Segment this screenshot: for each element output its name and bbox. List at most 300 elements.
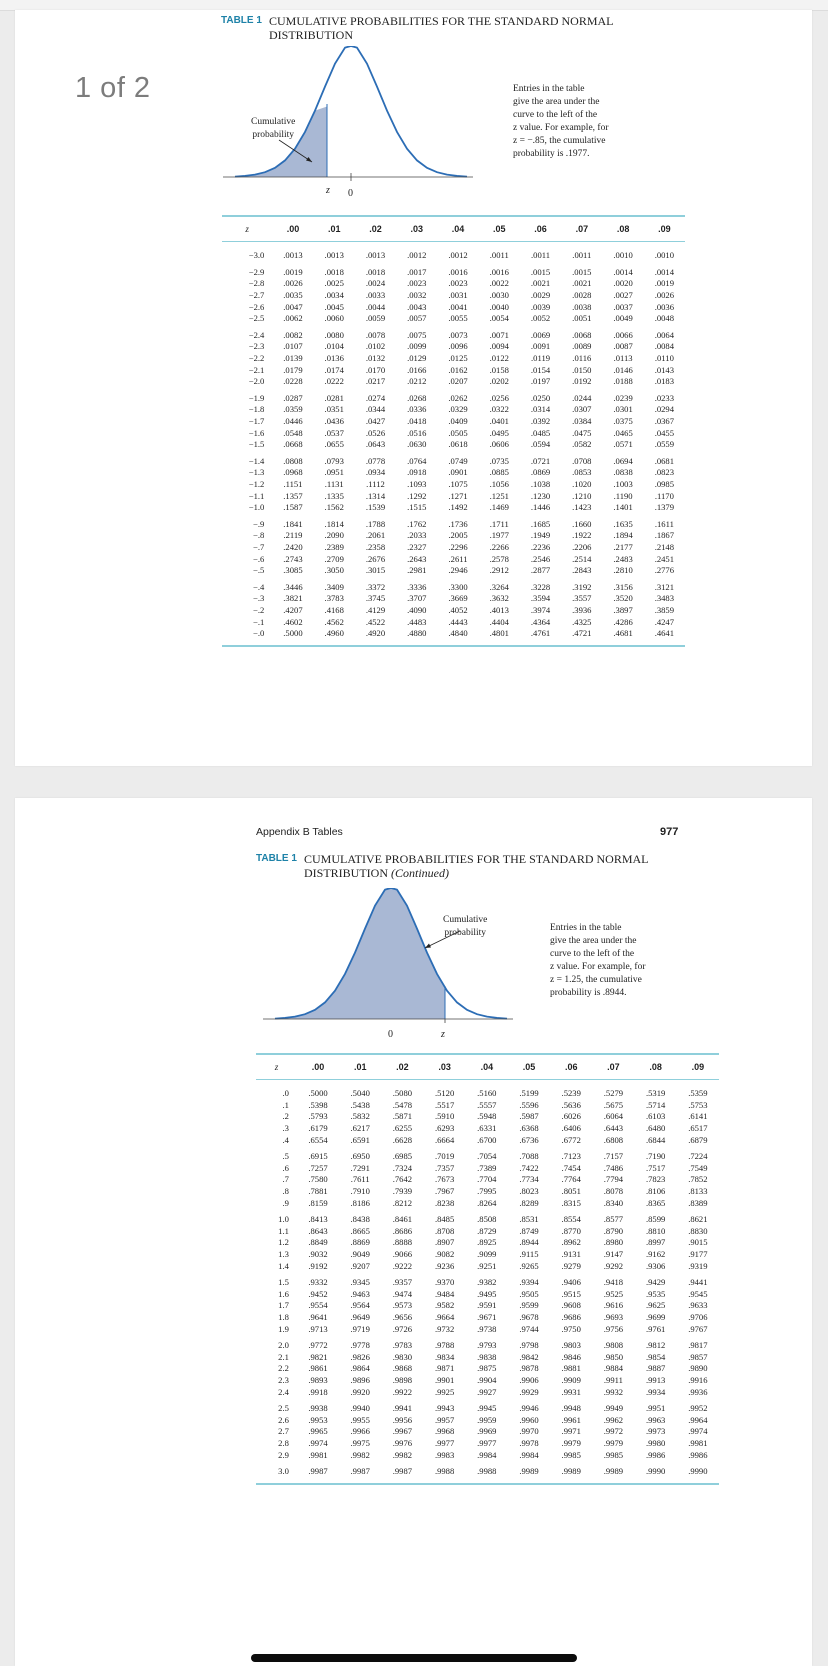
probability-cell: .0233 — [654, 392, 675, 403]
probability-cell: .2420 — [283, 541, 303, 552]
probability-cell: .0427 — [365, 416, 386, 427]
probability-cell: .1020 — [572, 478, 592, 489]
z-value-cell: 1.3 — [278, 1249, 289, 1260]
probability-cell: .9147 — [603, 1249, 624, 1260]
probability-cell: .0014 — [654, 266, 675, 277]
probability-cell: .0082 — [283, 329, 303, 340]
probability-cell: .9871 — [434, 1363, 455, 1374]
probability-cell: .1230 — [530, 490, 551, 501]
probability-cell: .3707 — [407, 593, 427, 604]
probability-cell: .5675 — [603, 1099, 624, 1110]
z-column-header: z — [256, 1054, 297, 1080]
probability-cell: .6915 — [308, 1151, 328, 1162]
table-title-line-1: CUMULATIVE PROBABILITIES FOR THE STANDARD NORMAL — [304, 852, 649, 866]
column-header: .05 — [508, 1054, 550, 1080]
probability-cell: .9983 — [434, 1449, 455, 1460]
z-value-cell: 2.6 — [278, 1414, 289, 1425]
probability-cell: .8810 — [645, 1225, 666, 1236]
probability-cell: .1056 — [489, 478, 509, 489]
probability-cell: .3264 — [489, 581, 509, 592]
table-row — [256, 1151, 719, 1163]
probability-cell: .1446 — [530, 502, 551, 513]
probability-cell: .9976 — [392, 1437, 413, 1448]
probability-cell: .0039 — [530, 301, 551, 312]
probability-cell: .0192 — [572, 376, 592, 387]
probability-cell: .7794 — [603, 1174, 624, 1185]
probability-cell: .9505 — [519, 1288, 539, 1299]
z-value-cell: −2.5 — [248, 313, 265, 324]
probability-cell: .9893 — [308, 1374, 328, 1385]
column-header: .07 — [592, 1054, 634, 1080]
probability-cell: .1210 — [572, 490, 592, 501]
probability-cell: .9965 — [308, 1426, 328, 1437]
probability-cell: .3121 — [654, 581, 675, 592]
probability-cell: .9857 — [688, 1351, 708, 1362]
probability-cell: .9977 — [434, 1437, 455, 1448]
probability-cell: .0038 — [572, 301, 592, 312]
probability-cell: .7224 — [688, 1151, 708, 1162]
probability-cell: .0013 — [365, 250, 386, 261]
probability-cell: .9664 — [434, 1311, 455, 1322]
probability-cell: .0132 — [365, 353, 386, 364]
probability-cell: .8365 — [645, 1197, 666, 1208]
probability-cell: .0051 — [572, 313, 592, 324]
probability-cell: .3015 — [365, 565, 386, 576]
probability-cell: .9834 — [434, 1351, 455, 1362]
table-row — [256, 1163, 719, 1175]
probability-cell: .2709 — [324, 553, 344, 564]
probability-cell: .8749 — [519, 1225, 539, 1236]
probability-cell: .6217 — [350, 1123, 370, 1134]
probability-cell: .8485 — [434, 1214, 455, 1225]
probability-cell: .5596 — [519, 1099, 539, 1110]
probability-cell: .0582 — [572, 439, 592, 450]
z-value-cell: 2.9 — [278, 1449, 289, 1460]
probability-cell: .5517 — [434, 1099, 455, 1110]
probability-cell: .1562 — [324, 502, 344, 513]
probability-cell: .0446 — [283, 416, 303, 427]
probability-cell: .9452 — [308, 1288, 328, 1299]
probability-cell: .3745 — [365, 593, 386, 604]
z-value-cell: 1.7 — [278, 1300, 289, 1311]
table-row — [256, 1174, 719, 1186]
probability-cell: .9394 — [519, 1277, 539, 1288]
probability-cell: .9821 — [308, 1351, 328, 1362]
column-header: .02 — [381, 1054, 423, 1080]
table-row — [222, 542, 685, 554]
probability-cell: .1271 — [448, 490, 468, 501]
document-page-2 — [15, 798, 812, 1666]
probability-cell: .9049 — [350, 1249, 370, 1260]
probability-cell: .3897 — [613, 604, 633, 615]
probability-cell: .8962 — [561, 1237, 581, 1248]
probability-cell: .3192 — [572, 581, 592, 592]
probability-cell: .4920 — [365, 628, 386, 639]
probability-cell: .0197 — [530, 376, 551, 387]
probability-cell: .8790 — [603, 1225, 624, 1236]
probability-cell: .0384 — [572, 416, 592, 427]
column-header: .03 — [424, 1054, 466, 1080]
probability-cell: .8729 — [477, 1225, 497, 1236]
table-row — [256, 1466, 719, 1478]
table-row — [222, 467, 685, 479]
probability-cell: .9982 — [392, 1449, 413, 1460]
probability-cell: .4960 — [324, 628, 344, 639]
table-row — [222, 313, 685, 325]
probability-cell: .7517 — [645, 1162, 666, 1173]
probability-cell: .0409 — [448, 416, 468, 427]
probability-cell: .0099 — [407, 341, 427, 352]
probability-cell: .8925 — [477, 1237, 497, 1248]
probability-cell: .9719 — [350, 1323, 370, 1334]
probability-cell: .0606 — [489, 439, 509, 450]
probability-cell: .9945 — [477, 1403, 497, 1414]
table-bottom-rule — [222, 639, 685, 646]
probability-cell: .0073 — [448, 329, 468, 340]
probability-cell: .0681 — [654, 455, 675, 466]
probability-cell: .0055 — [448, 313, 468, 324]
z-value-cell: 2.1 — [278, 1351, 289, 1362]
z-value-cell: −1.7 — [248, 416, 265, 427]
probability-cell: .9974 — [308, 1437, 328, 1448]
probability-cell: .0655 — [324, 439, 344, 450]
probability-cell: .9989 — [519, 1466, 539, 1477]
probability-cell: .9744 — [519, 1323, 539, 1334]
probability-cell: .0026 — [283, 278, 303, 289]
probability-cell: .0537 — [324, 427, 344, 438]
z-value-cell: 1.2 — [278, 1237, 289, 1248]
probability-cell: .9934 — [645, 1386, 666, 1397]
probability-cell: .9979 — [603, 1437, 624, 1448]
probability-cell: .5793 — [308, 1111, 328, 1122]
probability-cell: .9357 — [392, 1277, 413, 1288]
probability-cell: .1112 — [366, 478, 385, 489]
probability-cell: .8413 — [308, 1214, 328, 1225]
probability-cell: .9979 — [561, 1437, 581, 1448]
probability-cell: .0080 — [324, 329, 344, 340]
probability-cell: .1867 — [654, 530, 675, 541]
probability-cell: .9693 — [603, 1311, 624, 1322]
probability-cell: .1841 — [283, 518, 303, 529]
probability-cell: .0217 — [365, 376, 386, 387]
probability-cell: .0301 — [613, 404, 633, 415]
probability-cell: .5438 — [350, 1099, 370, 1110]
probability-cell: .9981 — [308, 1449, 328, 1460]
probability-cell: .0033 — [365, 290, 386, 301]
table-row — [256, 1123, 719, 1135]
probability-cell: .0495 — [489, 427, 509, 438]
probability-cell: .9803 — [561, 1340, 581, 1351]
probability-cell: .8186 — [350, 1197, 370, 1208]
probability-cell: .4522 — [365, 616, 386, 627]
probability-cell: .9966 — [350, 1426, 370, 1437]
probability-cell: .0010 — [654, 250, 675, 261]
probability-cell: .9884 — [603, 1363, 624, 1374]
probability-cell: .0119 — [531, 353, 551, 364]
probability-cell: .9564 — [350, 1300, 370, 1311]
probability-cell: .9812 — [645, 1340, 666, 1351]
z-value-cell: −2.2 — [248, 353, 265, 364]
probability-cell: .9591 — [477, 1300, 497, 1311]
probability-cell: .9973 — [645, 1426, 666, 1437]
probability-cell: .0485 — [530, 427, 551, 438]
probability-cell: .0012 — [407, 250, 427, 261]
probability-cell: .0024 — [365, 278, 386, 289]
probability-cell: .9850 — [603, 1351, 624, 1362]
probability-cell: .0116 — [572, 353, 592, 364]
probability-cell: .0375 — [613, 416, 633, 427]
probability-cell: .9750 — [561, 1323, 581, 1334]
probability-cell: .9981 — [688, 1437, 708, 1448]
probability-cell: .0047 — [283, 301, 303, 312]
probability-cell: .1292 — [407, 490, 427, 501]
probability-cell: .9515 — [561, 1288, 581, 1299]
probability-cell: .2061 — [365, 530, 386, 541]
probability-cell: .0069 — [530, 329, 551, 340]
probability-cell: .2451 — [654, 553, 675, 564]
probability-cell: .8133 — [688, 1186, 708, 1197]
z-value-cell: .4 — [282, 1134, 289, 1145]
probability-cell: .6103 — [645, 1111, 666, 1122]
probability-cell: .3409 — [324, 581, 344, 592]
table-row — [256, 1289, 719, 1301]
probability-cell: .5871 — [392, 1111, 413, 1122]
probability-cell: .9115 — [519, 1249, 539, 1260]
probability-cell: .0011 — [572, 250, 592, 261]
probability-cell: .9222 — [392, 1260, 413, 1271]
probability-cell: .8461 — [392, 1214, 413, 1225]
table-row — [256, 1375, 719, 1387]
probability-cell: .1251 — [489, 490, 509, 501]
column-header: .01 — [314, 216, 355, 242]
probability-cell: .6064 — [603, 1111, 624, 1122]
probability-cell: .5319 — [645, 1088, 666, 1099]
probability-cell: .0212 — [407, 376, 427, 387]
probability-cell: .0465 — [613, 427, 633, 438]
probability-cell: .0030 — [489, 290, 509, 301]
table-header-row — [222, 216, 685, 242]
probability-cell: .0239 — [613, 392, 633, 403]
probability-cell: .2611 — [448, 553, 468, 564]
probability-cell: .0016 — [489, 266, 509, 277]
probability-cell: .9783 — [392, 1340, 413, 1351]
probability-cell: .8106 — [645, 1186, 666, 1197]
table-title — [269, 14, 614, 42]
z-value-cell: .3 — [282, 1123, 289, 1134]
probability-cell: .0287 — [283, 392, 303, 403]
z-value-cell: −.6 — [253, 553, 265, 564]
table-row — [256, 1226, 719, 1238]
probability-cell: .9881 — [561, 1363, 581, 1374]
probability-cell: .2266 — [489, 541, 509, 552]
probability-cell: .0021 — [572, 278, 592, 289]
table-note: Entries in the table give the area under the curve to the left of the z value. For example, for z = −.85, the cumulative probability is .1977. — [513, 84, 609, 159]
probability-cell: .9066 — [392, 1249, 413, 1260]
probability-cell: .6985 — [392, 1151, 413, 1162]
probability-cell: .0010 — [613, 250, 633, 261]
probability-cell: .7257 — [308, 1162, 328, 1173]
z-value-cell: 2.0 — [278, 1340, 289, 1351]
probability-cell: .9616 — [603, 1300, 624, 1311]
probability-cell: .9251 — [477, 1260, 497, 1271]
probability-cell: .0749 — [448, 455, 468, 466]
probability-cell: .9854 — [645, 1351, 666, 1362]
probability-cell: .0029 — [530, 290, 551, 301]
probability-cell: .8438 — [350, 1214, 370, 1225]
probability-cell: .9948 — [561, 1403, 581, 1414]
column-header: .09 — [644, 216, 685, 242]
probability-cell: .9963 — [645, 1414, 666, 1425]
probability-cell: .7454 — [561, 1162, 581, 1173]
probability-cell: .0150 — [572, 364, 592, 375]
probability-cell: .0594 — [530, 439, 551, 450]
probability-cell: .7734 — [519, 1174, 539, 1185]
probability-cell: .9957 — [434, 1414, 455, 1425]
probability-cell: .8389 — [688, 1197, 708, 1208]
table-row — [222, 565, 685, 577]
probability-cell: .2743 — [283, 553, 303, 564]
probability-cell: .7967 — [434, 1186, 455, 1197]
probability-cell: .4761 — [530, 628, 551, 639]
table-note: Entries in the table give the area under the curve to the left of the z value. For example, for z = 1.25, the cumulative probability is .8944. — [550, 923, 646, 998]
probability-cell: .2005 — [448, 530, 468, 541]
probability-cell: .6331 — [477, 1123, 497, 1134]
probability-cell: .0015 — [572, 266, 592, 277]
probability-cell: .1492 — [448, 502, 468, 513]
probability-cell: .7642 — [392, 1174, 413, 1185]
probability-cell: .0026 — [654, 290, 675, 301]
probability-cell: .9968 — [434, 1426, 455, 1437]
probability-cell: .8508 — [477, 1214, 497, 1225]
probability-cell: .9265 — [519, 1260, 539, 1271]
probability-cell: .9940 — [350, 1403, 370, 1414]
probability-cell: .0104 — [324, 341, 344, 352]
probability-cell: .7823 — [645, 1174, 666, 1185]
probability-cell: .5160 — [477, 1088, 497, 1099]
probability-cell: .0823 — [654, 467, 675, 478]
probability-cell: .9953 — [308, 1414, 328, 1425]
probability-cell: .1922 — [572, 530, 592, 541]
probability-cell: .9962 — [603, 1414, 624, 1425]
probability-cell: .5199 — [519, 1088, 539, 1099]
probability-cell: .2358 — [365, 541, 386, 552]
probability-cell: .1314 — [365, 490, 386, 501]
column-header: .01 — [339, 1054, 381, 1080]
probability-cell: .9990 — [688, 1466, 708, 1477]
table-bottom-rule — [256, 1477, 719, 1484]
probability-cell: .9875 — [477, 1363, 497, 1374]
probability-cell: .9868 — [392, 1363, 413, 1374]
probability-cell: .7939 — [392, 1186, 413, 1197]
probability-cell: .7324 — [392, 1162, 413, 1173]
probability-cell: .7673 — [434, 1174, 455, 1185]
probability-cell: .0885 — [489, 467, 509, 478]
probability-cell: .0708 — [572, 455, 592, 466]
z-value-cell: −1.5 — [248, 439, 265, 450]
axis-z-label: z — [441, 1029, 445, 1040]
probability-cell: .9971 — [561, 1426, 581, 1437]
probability-cell: .9842 — [519, 1351, 539, 1362]
probability-cell: .0012 — [448, 250, 468, 261]
table-title-line-2: DISTRIBUTION (Continued) — [304, 866, 449, 880]
z-value-cell: −2.1 — [248, 364, 265, 375]
probability-cell: .7852 — [688, 1174, 708, 1185]
probability-cell: .5000 — [308, 1088, 328, 1099]
probability-cell: .2810 — [613, 565, 633, 576]
z-value-cell: .6 — [282, 1162, 289, 1173]
probability-cell: .9207 — [350, 1260, 370, 1271]
home-indicator[interactable] — [251, 1654, 577, 1662]
table-row — [256, 1111, 719, 1123]
probability-cell: .9970 — [519, 1426, 539, 1437]
probability-cell: .0314 — [530, 404, 551, 415]
probability-cell: .0475 — [572, 427, 592, 438]
probability-cell: .0183 — [654, 376, 675, 387]
probability-cell: .5279 — [603, 1088, 624, 1099]
probability-cell: .0071 — [489, 329, 509, 340]
probability-cell: .2483 — [613, 553, 633, 564]
probability-cell: .6406 — [561, 1123, 581, 1134]
probability-cell: .4168 — [324, 604, 344, 615]
probability-cell: .0059 — [365, 313, 386, 324]
table-row — [222, 278, 685, 290]
probability-cell: .0207 — [448, 376, 468, 387]
probability-cell: .0016 — [448, 266, 468, 277]
probability-cell: .4052 — [448, 604, 468, 615]
probability-cell: .8621 — [688, 1214, 708, 1225]
z-value-cell: −1.3 — [248, 467, 265, 478]
probability-cell: .7157 — [603, 1151, 624, 1162]
probability-cell: .0021 — [530, 278, 551, 289]
table-row — [222, 530, 685, 542]
table-row — [222, 330, 685, 342]
probability-cell: .3859 — [654, 604, 675, 615]
probability-cell: .0222 — [324, 376, 344, 387]
z-value-cell: −1.9 — [248, 392, 265, 403]
probability-cell: .3632 — [489, 593, 509, 604]
probability-cell: .3557 — [572, 593, 592, 604]
probability-cell: .6480 — [645, 1123, 666, 1134]
probability-cell: .0040 — [489, 301, 509, 312]
shaded-area — [275, 888, 445, 1019]
probability-cell: .0202 — [489, 376, 509, 387]
probability-cell: .0025 — [324, 278, 344, 289]
probability-cell: .9887 — [645, 1363, 666, 1374]
probability-cell: .9927 — [477, 1386, 497, 1397]
probability-cell: .9936 — [688, 1386, 708, 1397]
table-row — [222, 479, 685, 491]
probability-cell: .9279 — [561, 1260, 581, 1271]
table-row — [222, 341, 685, 353]
z-value-cell: 2.3 — [278, 1374, 289, 1385]
probability-cell: .0011 — [531, 250, 551, 261]
z-value-cell: −2.4 — [248, 329, 265, 340]
column-header: .00 — [272, 216, 313, 242]
probability-cell: .9909 — [561, 1374, 581, 1385]
probability-cell: .9474 — [392, 1288, 413, 1299]
bell-curve — [235, 46, 467, 177]
z-value-cell: −2.7 — [248, 290, 265, 301]
probability-cell: .0793 — [324, 455, 344, 466]
probability-cell: .0694 — [613, 455, 633, 466]
probability-cell: .5636 — [561, 1099, 581, 1110]
axis-zero-label: 0 — [388, 1029, 393, 1040]
z-value-cell: −1.2 — [248, 478, 265, 489]
table-row — [256, 1277, 719, 1289]
probability-cell: .0019 — [283, 266, 303, 277]
probability-cell: .9904 — [477, 1374, 497, 1385]
probability-cell: .0052 — [530, 313, 551, 324]
